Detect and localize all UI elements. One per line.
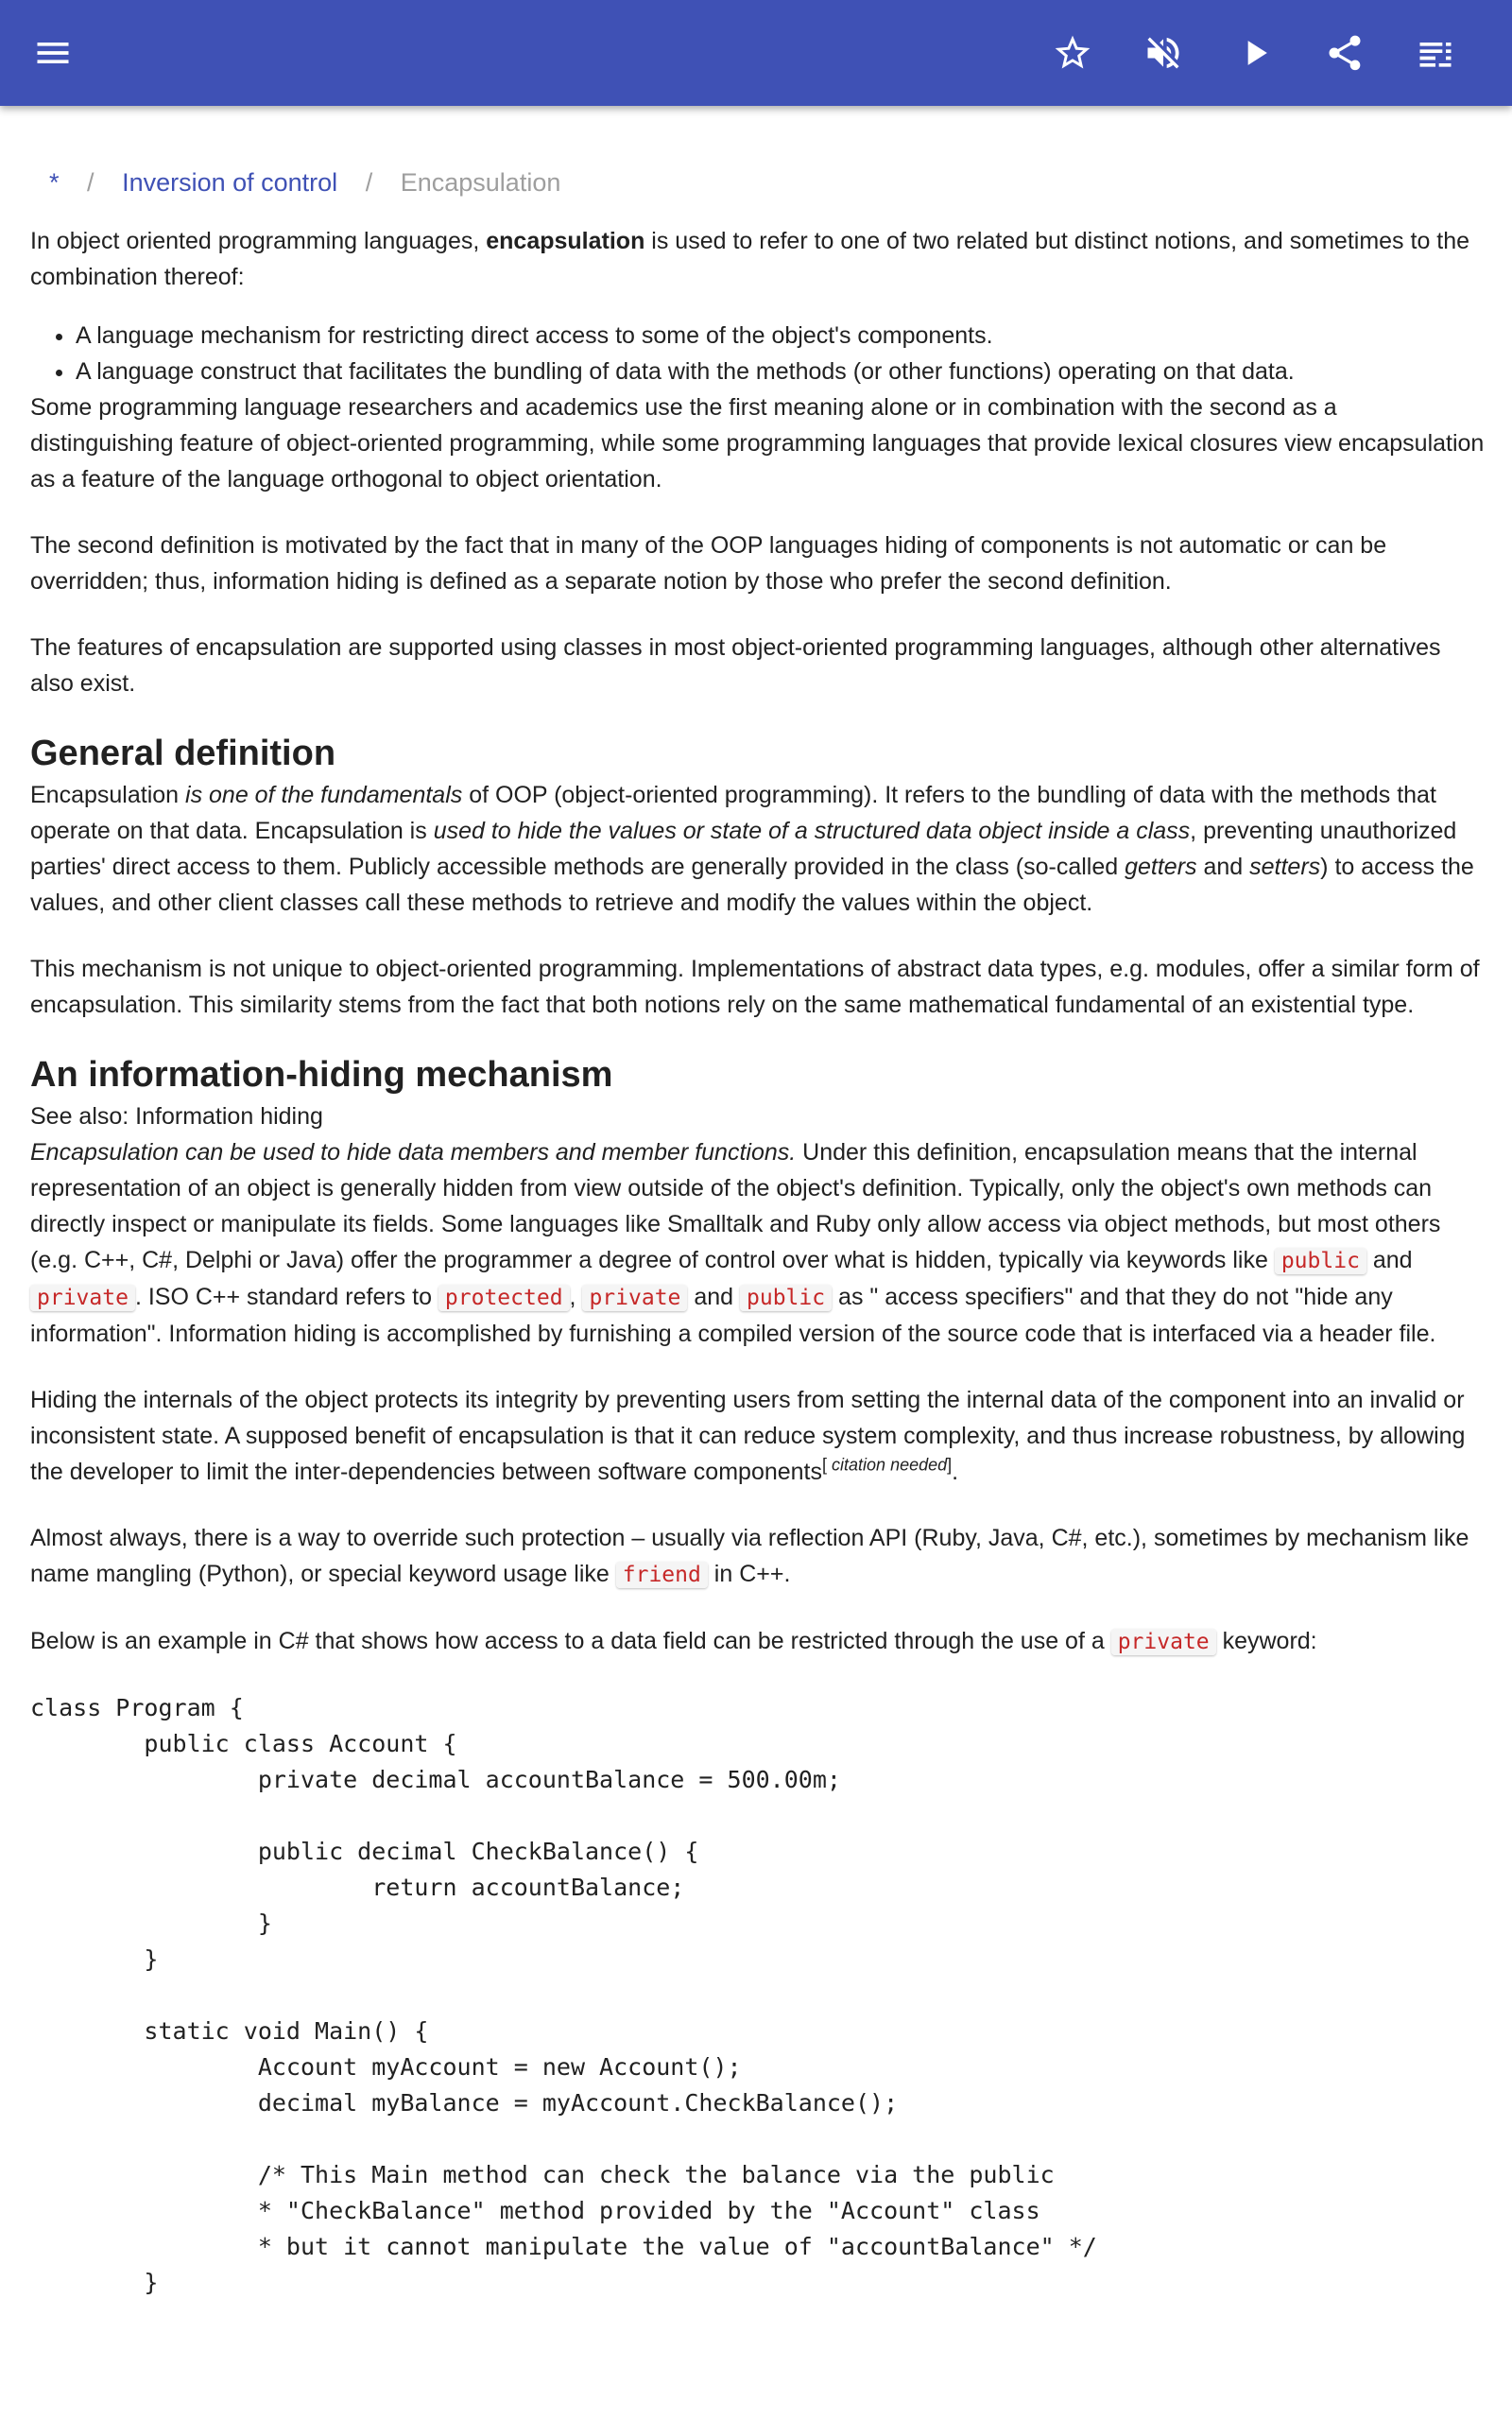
text-span: ) to access the values, and other client classes call these methods to retrieve and modify the values within the object. <box>30 854 1474 916</box>
text-span: Below is an example in C# that shows how access to a data field can be restricted through the use of a <box>30 1628 1111 1654</box>
inline-code: private <box>30 1285 135 1311</box>
list-item: • A language mechanism for restricting direct access to some of the object's components. <box>76 318 1486 354</box>
text-span: Hiding the internals of the object protects its integrity by preventing users from setting the internal data of the component into an invalid or inconsistent state. A supposed benefit of encapsulation is that it can reduce system complexity, and thus increase robustness, by allowing the developer to limit the inter-dependencies between software components <box>30 1387 1466 1485</box>
citation-text: citation needed <box>827 1455 948 1475</box>
text-span: keyword: <box>1215 1628 1317 1654</box>
inline-code: protected <box>438 1285 570 1311</box>
italic-text: used to hide the values or state of a structured data object inside a class <box>433 818 1191 844</box>
paragraph <box>30 777 1486 921</box>
section-heading: General definition <box>30 734 336 773</box>
paragraph <box>30 1520 1486 1593</box>
text-span: of OOP (object-oriented programming). It refers to the bundling of data with the methods that operate on that data. Encapsulation is <box>30 782 1436 844</box>
share-icon[interactable] <box>1314 23 1375 83</box>
article-content <box>30 142 1486 2301</box>
star-outline-icon[interactable] <box>1042 23 1103 83</box>
text-span: and <box>687 1284 740 1310</box>
paragraph: The features of encapsulation are supported using classes in most object-oriented programming languages, although other alternatives also exist. <box>30 634 1441 697</box>
play-icon[interactable] <box>1225 23 1285 83</box>
text-span: Under this definition, encapsulation means that the internal representation of an object is generally hidden from view outside of the object's definition. Typically, only the object's own methods can directly inspect or manipulate its fields. Some languages like Smalltalk and Ruby only allow access via object methods, but most others (e.g. C++, C#, Delphi or Java) offer the programmer a degree of control over what is hidden, typically via keywords like <box>30 1139 1441 1273</box>
paragraph <box>30 1623 1486 1660</box>
inline-code: private <box>1111 1629 1216 1655</box>
volume-off-icon[interactable] <box>1133 23 1194 83</box>
breadcrumb <box>30 164 1486 210</box>
citation-needed <box>822 1456 952 1475</box>
paragraph: Some programming language researchers and academics use the first meaning alone or in combination with the second as a distinguishing feature of object-oriented programming, while some programming languages that provide lexical closures view encapsulation as a feature of the language orthogonal to object orientation. <box>30 394 1485 493</box>
text-span: and <box>1196 854 1250 880</box>
paragraph <box>30 1382 1486 1490</box>
paragraph: The second definition is motivated by the fact that in many of the OOP languages hiding of components is not automatic or can be overridden; thus, information hiding is defined as a separate notion by those who prefer the second definition. <box>30 532 1387 595</box>
text-span: as " access specifiers" and that they do not "hide any information". Information hiding is accomplished by furnishing a compiled version of the source code that is interfaced via a header file. <box>30 1284 1436 1347</box>
text-span: is used to refer to one of two related but distinct notions, and sometimes to the combination thereof: <box>30 228 1470 290</box>
text-span: In object oriented programming languages, <box>30 228 487 254</box>
paragraph: This mechanism is not unique to object-oriented programming. Implementations of abstract data types, e.g. modules, offer a similar form of encapsulation. This similarity stems from the fact that both notions rely on the same mathematical fundamental of an existential type. <box>30 956 1480 1018</box>
text-span: Almost always, there is a way to override such protection – usually via reflection API (Ruby, Java, C#, etc.), sometimes by mechanism like name mangling (Python), or special keyword usage like <box>30 1525 1469 1587</box>
citation-bracket: ] <box>947 1455 953 1475</box>
text-span: in C++. <box>707 1561 791 1587</box>
italic-text: setters <box>1249 854 1321 880</box>
hamburger-menu-icon[interactable] <box>23 23 83 83</box>
app-bar <box>0 0 1512 106</box>
breadcrumb-separator: / <box>87 168 94 197</box>
citation-bracket: [ <box>822 1455 828 1475</box>
paragraph <box>30 1134 1486 1352</box>
text-span: . <box>952 1459 959 1485</box>
text-span: Encapsulation <box>30 782 186 808</box>
inline-code: public <box>1275 1248 1366 1274</box>
definition-list <box>30 318 1486 389</box>
text-span: , <box>569 1284 583 1310</box>
breadcrumb-current: Encapsulation <box>400 168 561 197</box>
inline-code: public <box>740 1285 832 1311</box>
italic-text: Encapsulation can be used to hide data members and member functions. <box>30 1139 797 1166</box>
intro-paragraph <box>30 223 1486 295</box>
see-also: See also: Information hiding <box>30 1103 323 1130</box>
inline-code: private <box>582 1285 687 1311</box>
text-span: , preventing unauthorized parties' direct access to them. Publicly accessible methods are generally provided in the class (so-called <box>30 818 1457 880</box>
list-item: • A language construct that facilitates the bundling of data with the methods (or other functions) operating on that data. <box>76 354 1486 389</box>
bold-term: encapsulation <box>486 228 645 254</box>
italic-text: getters <box>1125 854 1197 880</box>
inline-code: friend <box>616 1562 708 1588</box>
section-heading: An information-hiding mechanism <box>30 1055 613 1095</box>
code-block: class Program { public class Account { private decimal accountBalance = 500.00m; public decimal CheckBalance() { return accountBalance; } } static void Main() { Account myAccount = new Account(); decimal myBalance = myAccount.CheckBalance(); /* This Main method can check the balance via the public * "CheckBalance" method provided by the "Account" class * but it cannot manipulate the value of "accountBalance" */ } <box>30 1694 1097 2296</box>
text-span: . ISO C++ standard refers to <box>134 1284 438 1310</box>
text-span: and <box>1366 1247 1413 1273</box>
breadcrumb-parent-link[interactable]: Inversion of control <box>122 168 338 197</box>
playlist-icon[interactable] <box>1405 23 1466 83</box>
breadcrumb-home-link[interactable]: * <box>49 168 60 197</box>
breadcrumb-separator: / <box>365 168 373 197</box>
italic-text: is one of the fundamentals <box>185 782 463 808</box>
